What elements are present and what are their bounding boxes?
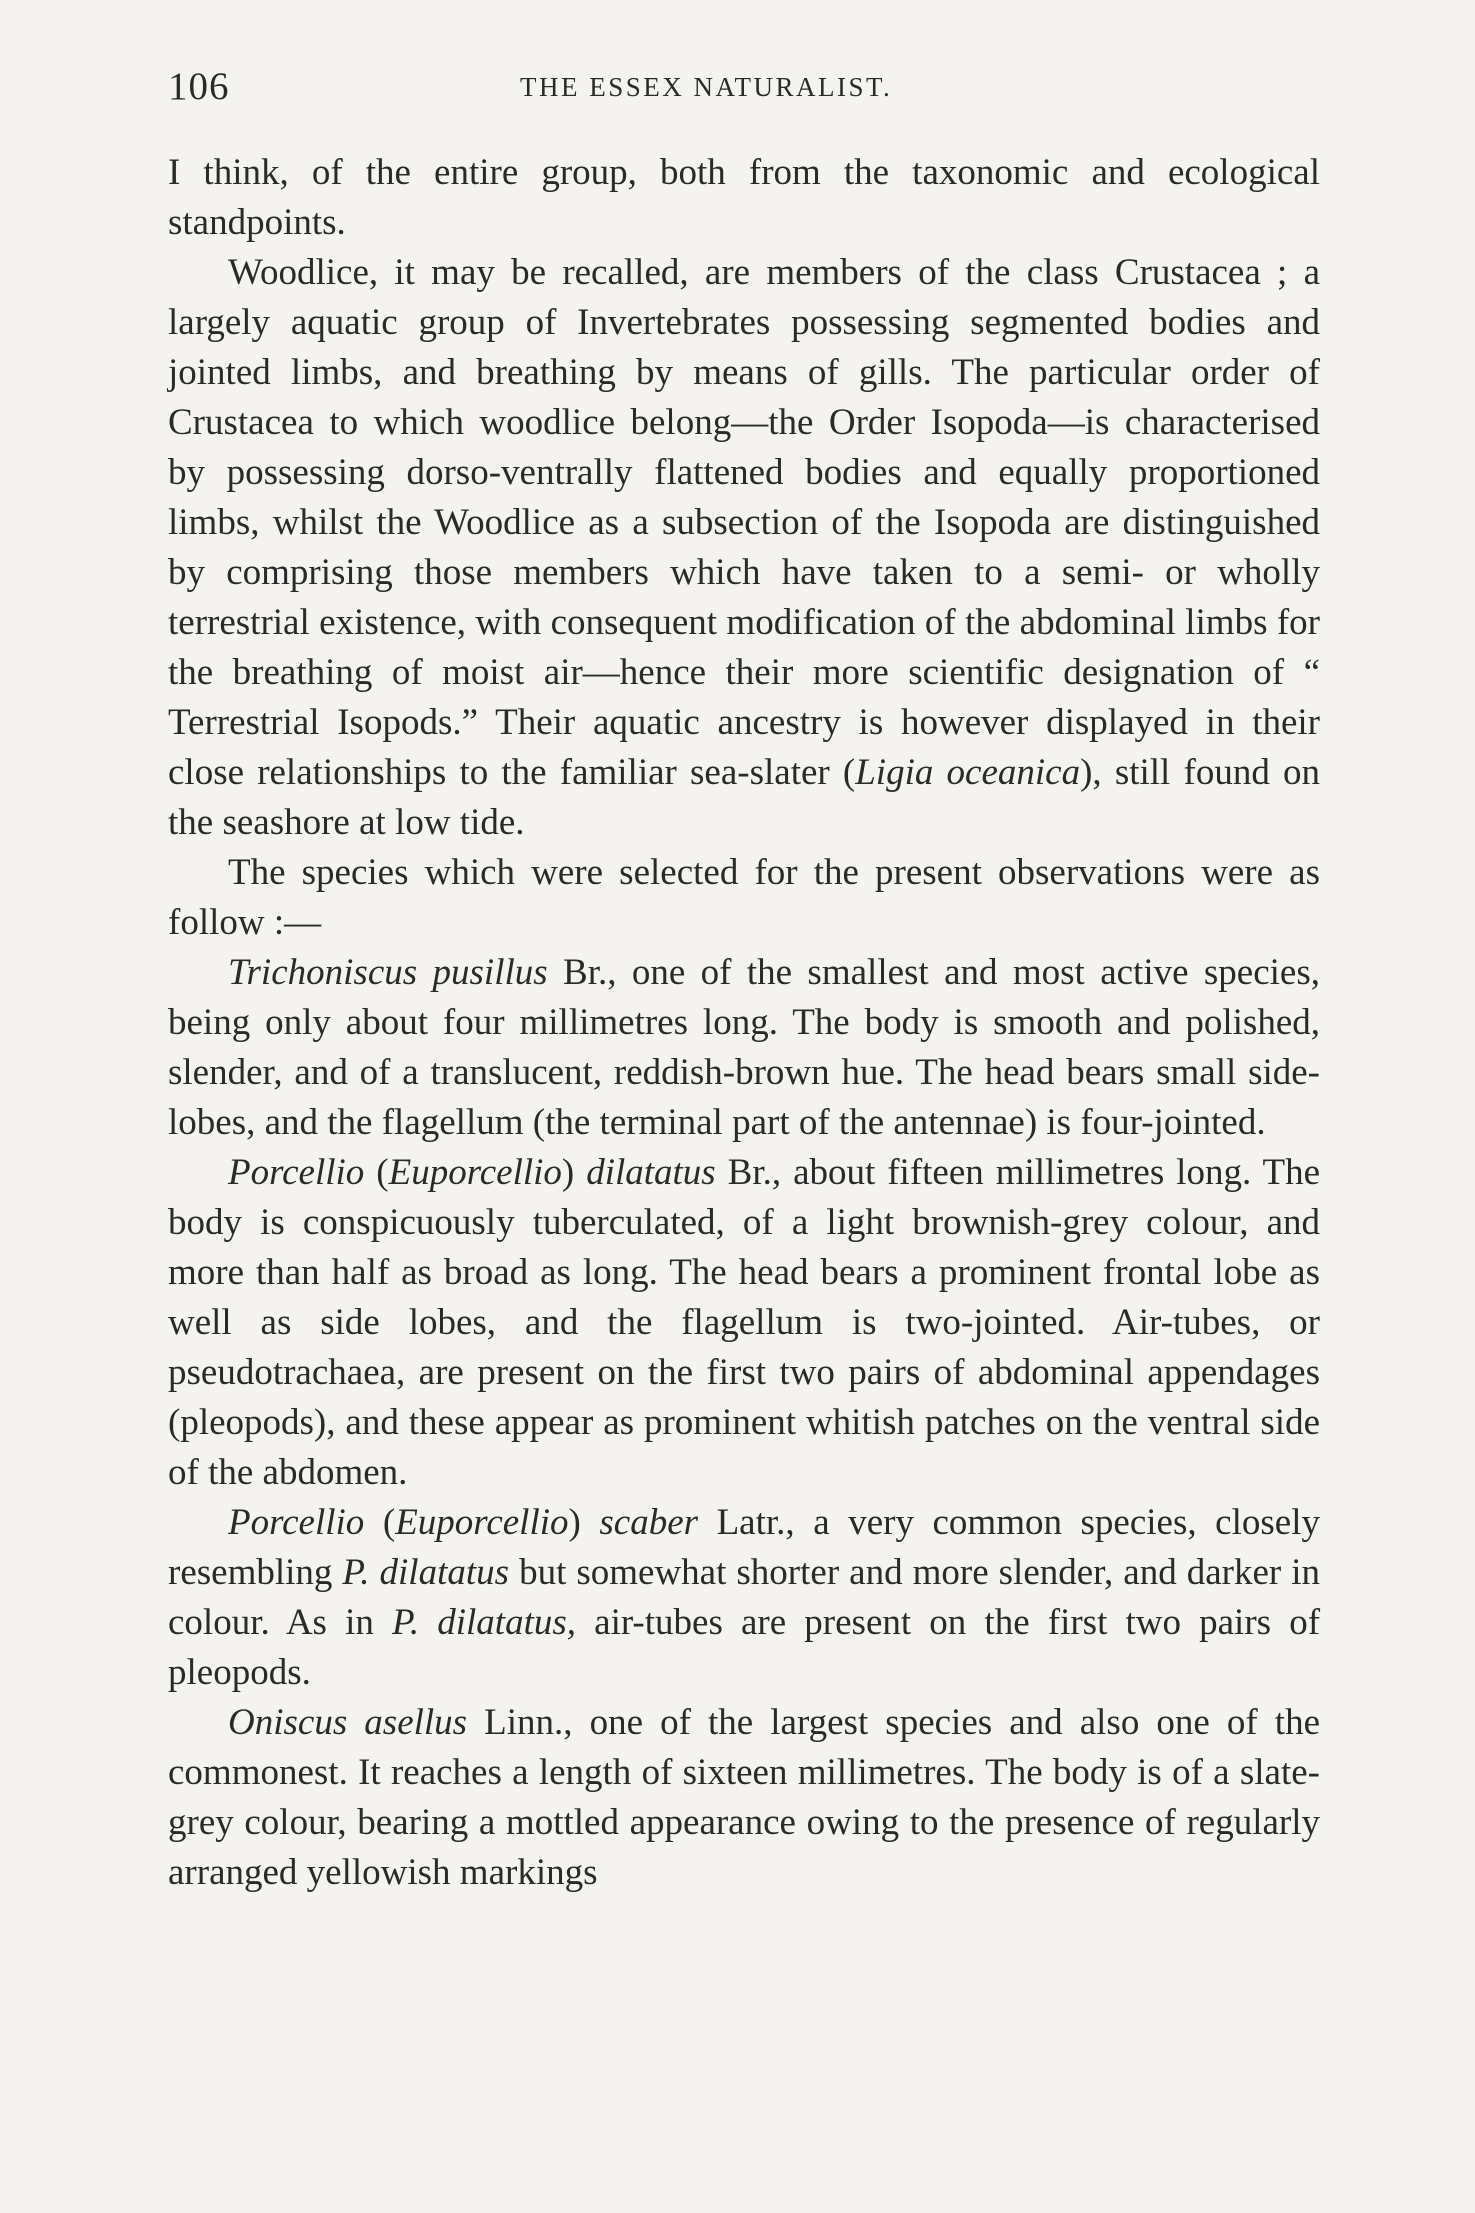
paragraph-oniscus xyxy=(168,1698,1320,1898)
species-subgenus: Euporcellio xyxy=(395,1502,569,1543)
species-name: Trichoniscus pusillus xyxy=(228,952,548,993)
paragraph-text: I think, of the entire group, both from the taxonomic and ecological standpoints. xyxy=(168,152,1320,243)
species-reference: P. dilatatus xyxy=(342,1552,510,1593)
paragraph-species-intro xyxy=(168,848,1320,948)
species-genus: Porcellio xyxy=(228,1502,365,1543)
species-epithet: dilatatus xyxy=(586,1152,716,1193)
species-reference: P. dilatatus, xyxy=(392,1602,577,1643)
paragraph-text: air-tubes are present on the first two pairs of pleopods. xyxy=(168,1602,1321,1693)
species-genus: Porcellio xyxy=(228,1152,365,1193)
paragraph-woodlice-intro xyxy=(168,248,1320,848)
body-text xyxy=(168,148,1320,1898)
page-number: 106 xyxy=(168,65,230,108)
paragraph-porcellio-scaber: Porcellio (Euporcellio) scaber Latr., a very common species, closely resembling P. dilatatus but somewhat shorter and more slender, and darker in colour. As in P. dilatatus, air-tubes are present on the first two pairs of pleopods. xyxy=(168,1502,1321,1693)
paragraph-trichoniscus xyxy=(168,948,1320,1148)
page-header xyxy=(168,64,1320,124)
paragraph-text: Woodlice, it may be recalled, are members of the class Crustacea ; a largely aquatic group of Invertebrates possessing segmented bodies and jointed limbs, and breathing by means of gills. The particular order of Crustacea to which woodlice belong—the Order Isopoda—is characterised by possessing dorso-ventrally flattened bodies and equally proportioned limbs, whilst the Woodlice as a subsection of the Isopoda are distinguished by comprising those members which have taken to a semi- or wholly terrestrial existence, with consequent modification of the abdominal limbs for the breathing of moist air—hence their more scientific designation of “ Terrestrial Isopods.” Their aquatic ancestry is however displayed in their close relationships to the familiar sea-slater ( xyxy=(168,252,1320,793)
species-name: Ligia oceanica xyxy=(855,752,1081,793)
species-subgenus: Euporcellio xyxy=(388,1152,562,1193)
paragraph-text: Br., about fifteen millimetres long. The body is conspicuously tuberculated, of a light brownish-grey colour, and more than half as broad as long. The head bears a prominent frontal lobe as well as side lobes, and the flagellum is two-jointed. Air-tubes, or pseudotrachaea, are present on the first two pairs of abdominal appendages (pleopods), and these appear as prominent whitish patches on the ventral side of the abdomen. xyxy=(168,1152,1321,1493)
paragraph-text: Br., one of the smallest and most active species, being only about four millimetres long. The body is smooth and polished, slender, and of a translucent, reddish-brown hue. The head bears small side-lobes, and the flagellum (the terminal part of the antennae) is four-jointed. xyxy=(168,952,1320,1143)
running-head: THE ESSEX NATURALIST. xyxy=(520,72,893,102)
paragraph-porcellio-dilatatus: Porcellio (Euporcellio) dilatatus Br., about fifteen millimetres long. The body is conspicuously tuberculated, of a light brownish-grey colour, and more than half as broad as long. The head bears a prominent frontal lobe as well as side lobes, and the flagellum is two-jointed. Air-tubes, or pseudotrachaea, are present on the first two pairs of abdominal appendages (pleopods), and these appear as prominent whitish patches on the ventral side of the abdomen. xyxy=(168,1152,1321,1493)
paragraph-text: The species which were selected for the present observations were as follow :— xyxy=(168,852,1320,943)
paragraph-continuation xyxy=(168,148,1320,248)
species-name: Oniscus asellus xyxy=(228,1702,468,1743)
paragraph-text: Linn., one of the largest species and also one of the commonest. It reaches a length of sixteen millimetres. The body is of a slate-grey colour, bearing a mottled appearance owing to the presence of regularly arranged yellowish markings xyxy=(168,1702,1320,1893)
species-epithet: scaber xyxy=(599,1502,699,1543)
paragraph-text: ), still found on the seashore at low tide. xyxy=(168,752,1320,843)
paragraph-text: but somewhat shorter and more slender, and darker in colour. As in xyxy=(168,1552,1320,1643)
paragraph-text: Latr., a very common species, closely resembling xyxy=(168,1502,1320,1593)
